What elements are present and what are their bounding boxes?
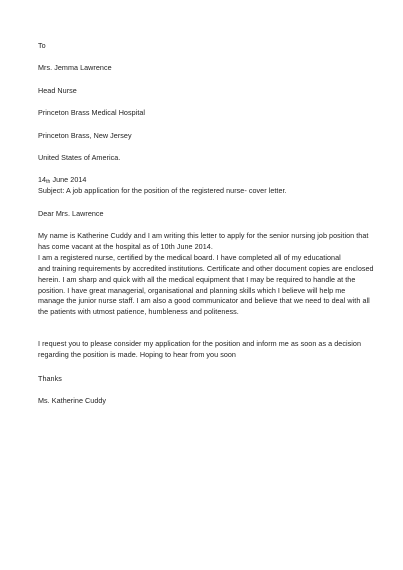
subject-line: Subject: A job application for the position of the registered nurse- cover letter. — [38, 186, 287, 195]
recipient-organization: Princeton Brass Medical Hospital — [38, 108, 146, 117]
body-line: the patients with utmost patience, humbleness and politeness. — [38, 307, 239, 317]
date-rest: June 2014 — [50, 175, 87, 184]
body-line: position. I have great managerial, organisational and planning skills which I believe will help me — [38, 285, 346, 295]
letter-date — [38, 175, 86, 186]
recipient-name: Mrs. Jemma Lawrence — [38, 63, 112, 72]
body-paragraph-2 — [38, 339, 368, 361]
body-line: has come vacant at the hospital as of 10th June 2014. — [38, 241, 213, 251]
body-line: herein. I am sharp and quick with all the medical equipment that I may be required to handle at the — [38, 274, 356, 284]
body-line: and training requirements by accredited institutions. Certificate and other document copies are enclosed — [38, 263, 374, 273]
body-line: manage the junior nurse staff. I am also a good communicator and believe that we need to deal with all — [38, 296, 370, 306]
recipient-city-state: Princeton Brass, New Jersey — [38, 131, 132, 140]
date-suffix: th — [46, 179, 51, 185]
recipient-country: United States of America. — [38, 153, 121, 162]
body-paragraph-1 — [38, 231, 374, 318]
salutation: Dear Mrs. Lawrence — [38, 209, 104, 218]
body-line: My name is Katherine Cuddy and I am writing this letter to apply for the senior nursing job position that — [38, 231, 369, 240]
body-line: regarding the position is made. Hoping to hear from you soon — [38, 349, 236, 359]
body-line: I am a registered nurse, certified by the medical board. I have completed all of my educational — [38, 252, 341, 262]
closing: Thanks — [38, 374, 62, 383]
date-day: 14 — [38, 175, 47, 184]
signature-name: Ms. Katherine Cuddy — [38, 396, 107, 405]
recipient-title: Head Nurse — [38, 86, 77, 95]
body-line: I request you to please consider my application for the position and inform me as soon as a decision — [38, 339, 362, 348]
to-label: To — [38, 41, 46, 50]
